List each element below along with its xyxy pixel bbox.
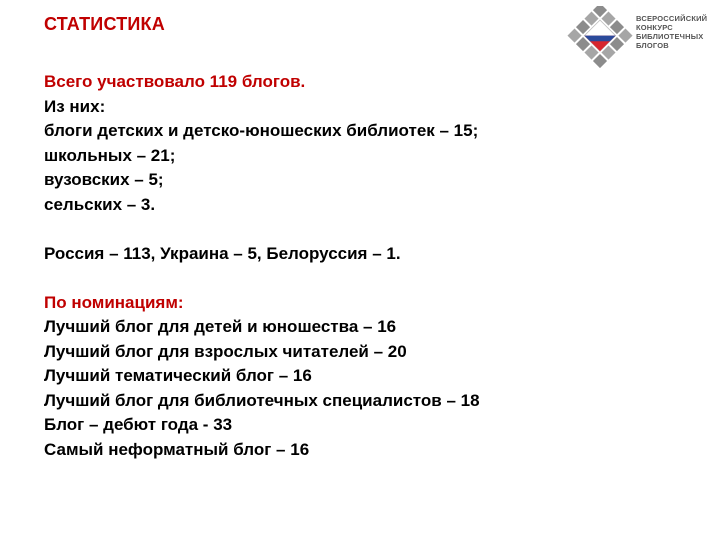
spacer [44, 266, 584, 291]
nomination-item: Лучший тематический блог – 16 [44, 366, 312, 385]
nomination-item: Блог – дебют года - 33 [44, 415, 233, 434]
summary-school: школьных – 21; [44, 145, 176, 165]
logo-line-4: БЛОГОВ [636, 41, 669, 50]
countries-line: Россия – 113, Украина – 5, Белоруссия – 1. [44, 243, 401, 263]
logo-line-1: ВСЕРОССИЙСКИЙ [636, 14, 708, 23]
summary-of-them: Из них: [44, 96, 106, 116]
contest-logo [566, 6, 716, 68]
spacer [44, 217, 584, 242]
logo-text [636, 14, 707, 50]
logo-line-3: БИБЛИОТЕЧНЫХ [636, 32, 704, 41]
logo-emblem-icon [566, 6, 634, 68]
logo-line-2: КОНКУРС [636, 23, 673, 32]
statistics-body [44, 70, 584, 462]
summary-university: вузовских – 5; [44, 170, 164, 189]
nomination-item: Самый неформатный блог – 16 [44, 439, 310, 459]
summary-children: блоги детских и детско-юношеских библиотек – 15; [44, 121, 479, 140]
nomination-item: Лучший блог для библиотечных специалистов – 18 [44, 390, 480, 410]
page-title: СТАТИСТИКА [44, 14, 165, 34]
nomination-item: Лучший блог для детей и юношества – 16 [44, 317, 397, 336]
summary-rural: сельских – 3. [44, 194, 156, 214]
nomination-item: Лучший блог для взрослых читателей – 20 [44, 341, 407, 361]
summary-total: Всего участвовало 119 блогов. [44, 72, 306, 91]
nominations-heading: По номинациям: [44, 292, 184, 312]
